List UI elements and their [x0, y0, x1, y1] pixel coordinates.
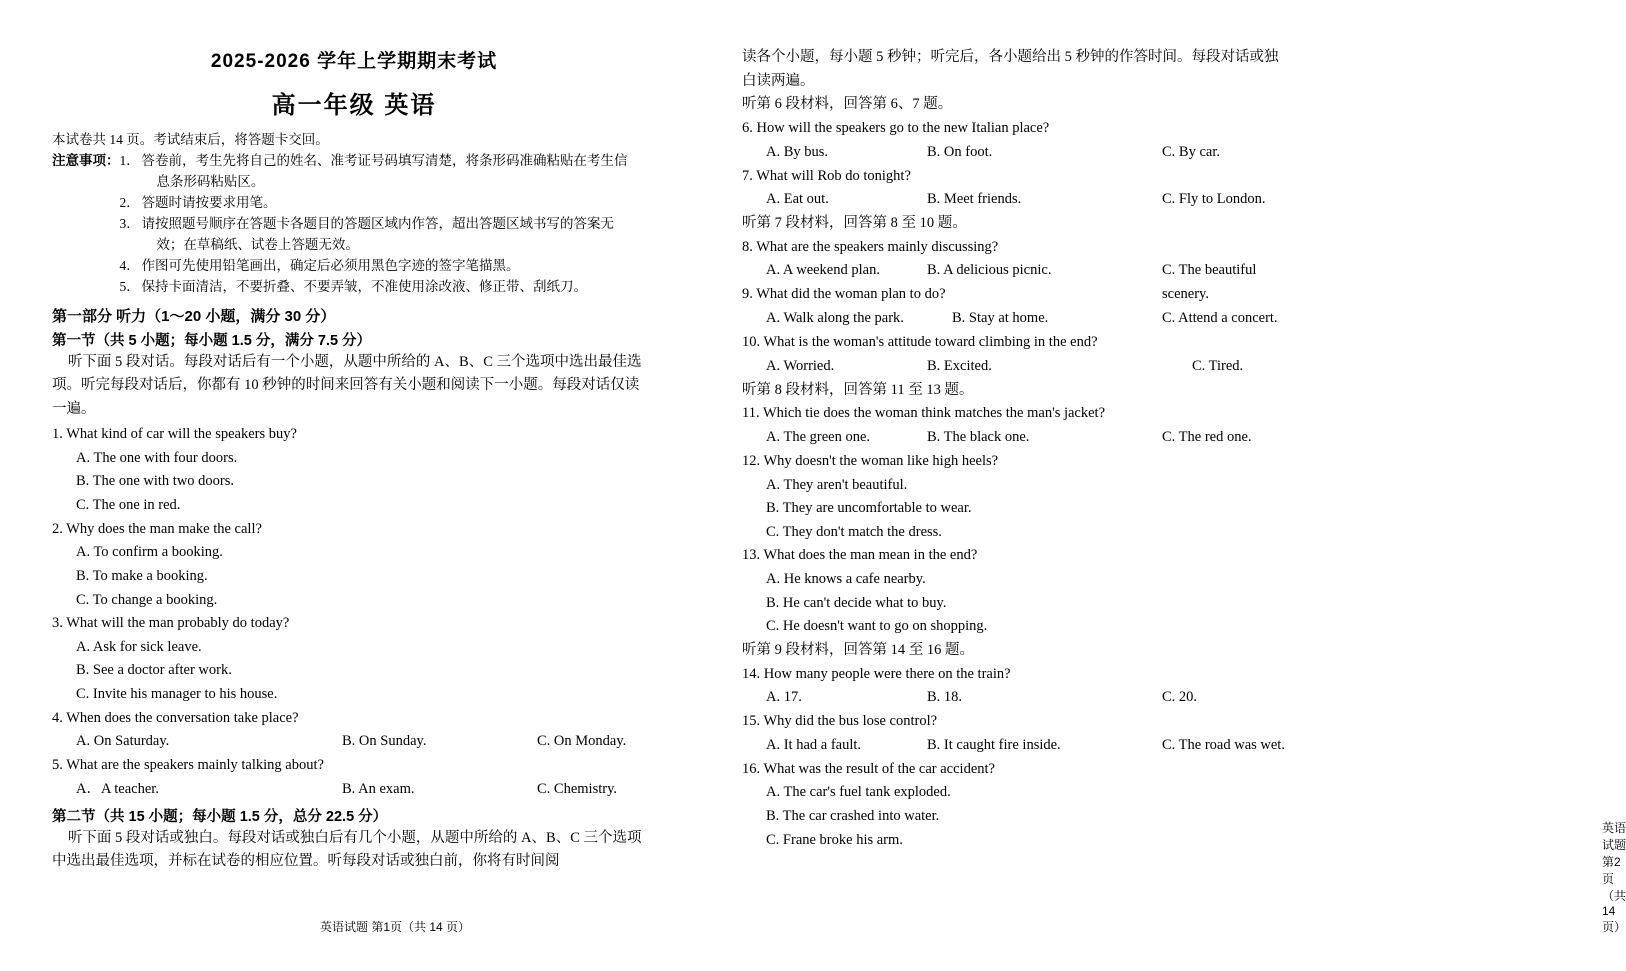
option-c: C. Tired. — [1192, 357, 1244, 374]
option-row — [742, 188, 1292, 212]
option-b: B. On Sunday. — [342, 733, 427, 750]
option-row — [742, 734, 1292, 758]
question-text: 3. What will the man probably do today? — [52, 615, 290, 632]
left-column — [52, 46, 672, 971]
notice-number: 5． — [119, 278, 140, 294]
question-text: 16. What was the result of the car accident? — [742, 760, 995, 777]
option-c: C. Attend a concert. — [1162, 310, 1278, 326]
option-c: C. On Monday. — [537, 733, 627, 750]
question-text: 12. Why doesn't the woman like high heels? — [742, 452, 999, 469]
option-b: B. He can't decide what to buy. — [766, 594, 947, 611]
option-row — [742, 426, 1292, 450]
question-text: 1. What kind of car will the speakers buy? — [52, 426, 297, 443]
option-a: A. Worried. — [766, 357, 835, 374]
notice-item — [120, 193, 651, 214]
option-b: B. Meet friends. — [927, 191, 1022, 208]
option-row — [742, 141, 1292, 165]
notice-number: 1． — [119, 153, 140, 169]
footer-right: 英语试题 第2页（共 14 页） — [1602, 821, 1626, 934]
listen-material-8: 听第 8 段材料，回答第 11 至 13 题。 — [742, 381, 974, 398]
option-row — [742, 686, 1292, 710]
notice-number: 2． — [119, 195, 140, 211]
option-c: C. Frane broke his arm. — [766, 831, 903, 848]
question-item — [52, 612, 650, 707]
option-row — [52, 730, 650, 754]
footer-left: 英语试题 第1页（共 14 页） — [320, 920, 471, 934]
listen-material-6: 听第 6 段材料，回答第 6、7 题。 — [742, 96, 953, 113]
option-row — [52, 778, 650, 802]
notice-text: 答题时请按要求用笔。 — [141, 195, 277, 211]
option-a: A. By bus. — [766, 143, 829, 160]
notice-label: 注意事项： — [52, 153, 120, 169]
question-text: 13. What does the man mean in the end? — [742, 547, 978, 564]
section-one-title: 第一节（共 5 小题；每小题 1.5 分，满分 7.5 分） — [52, 332, 372, 349]
option-c: C. The road was wet. — [1162, 736, 1285, 753]
notice-text: 答卷前，考生先将自己的姓名、准考证号码填写清楚，将条形码准确粘贴在考生信 息条形码粘贴区。 — [141, 153, 628, 190]
section-two-instruction: 听下面 5 段对话或独白。每段对话或独白后有几个小题，从题中所给的 A、B、C 三个选项中选出最佳选项，并标在试卷的相应位置。听每段对话或独白前，你将有时间阅 — [52, 829, 642, 870]
option-b: B. The car crashed into water. — [766, 808, 940, 824]
paper-info: 本试卷共 14 页。考试结束后，将答题卡交回。 — [52, 132, 329, 147]
question-text: 15. Why did the bus lose control? — [742, 713, 938, 730]
question-item — [742, 544, 1292, 639]
option-a: A. 17. — [766, 689, 802, 706]
option-b: B. An exam. — [342, 780, 415, 797]
option-b: B. A delicious picnic. — [927, 262, 1052, 279]
exam-title: 2025-2026 学年上学期期末考试 — [210, 51, 498, 72]
option-b: B. They are uncomfortable to wear. — [766, 500, 972, 517]
option-c: C. The one in red. — [76, 497, 181, 514]
option-a: A. The one with four doors. — [76, 449, 238, 466]
question-item — [742, 165, 1292, 213]
option-b: B. To make a booking. — [76, 567, 208, 584]
option-b: B. It caught fire inside. — [927, 736, 1061, 753]
option-b: B. The one with two doors. — [76, 473, 235, 490]
question-text: 8. What are the speakers mainly discussing? — [742, 238, 999, 255]
question-text: 6. How will the speakers go to the new Italian place? — [742, 119, 1050, 136]
question-item — [52, 518, 650, 613]
option-a: A. On Saturday. — [76, 733, 170, 750]
option-b: B. On foot. — [927, 143, 993, 160]
option-a: A. A weekend plan. — [766, 262, 880, 279]
question-text: 11. Which tie does the woman think matches the man's jacket? — [742, 405, 1106, 422]
option-b: B. Excited. — [927, 357, 992, 374]
notice-item — [120, 277, 651, 298]
notice-text: 保持卡面清洁，不要折叠、不要弄皱，不准使用涂改液、修正带、刮纸刀。 — [141, 278, 587, 294]
part-one-title: 第一部分 听力（1～20 小题，满分 30 分） — [52, 307, 336, 325]
option-c: C. 20. — [1162, 689, 1198, 706]
notice-text: 作图可先使用铅笔画出，确定后必须用黑色字迹的签字笔描黑。 — [141, 257, 520, 273]
option-c: C. Chemistry. — [537, 780, 618, 797]
option-a: A. Eat out. — [766, 191, 829, 208]
option-b: B. See a doctor after work. — [76, 662, 232, 679]
section-two-title: 第二节（共 15 小题；每小题 1.5 分，总分 22.5 分） — [52, 808, 388, 825]
option-a: A. Ask for sick leave. — [76, 638, 202, 655]
question-text: 7. What will Rob do tonight? — [742, 167, 911, 184]
question-text: 2. Why does the man make the call? — [52, 520, 262, 537]
question-item — [742, 450, 1292, 545]
option-c: C. Fly to London. — [1162, 191, 1266, 208]
notice-items — [120, 151, 651, 297]
option-b: B. 18. — [927, 689, 963, 706]
question-item — [52, 707, 650, 755]
section-two-instruction-continued: 读各个小题，每小题 5 秒钟；听完后，各小题给出 5 秒钟的作答时间。每段对话或独白读两遍。 — [742, 49, 1279, 89]
notice-number: 4． — [119, 257, 140, 273]
notice-text: 请按照题号顺序在答题卡各题目的答题区域内作答，超出答题区域书写的答案无 效；在草稿纸、试卷上答题无效。 — [141, 216, 614, 252]
option-row — [742, 355, 1292, 379]
section-one-instruction: 听下面 5 段对话。每段对话后有一个小题，从题中所给的 A、B、C 三个选项中选出最佳选项。听完每段对话后，你都有 10 秒钟的时间来回答有关小题和阅读下一小题。每段对话仅读一遍。 — [52, 353, 642, 417]
question-text: 9. What did the woman plan to do? — [742, 286, 946, 303]
option-a: A. It had a fault. — [766, 736, 862, 753]
option-c: C. They don't match the dress. — [766, 523, 942, 540]
option-a: A. He knows a cafe nearby. — [766, 571, 926, 587]
option-c: C. He doesn't want to go on shopping. — [766, 618, 988, 635]
notice-block — [52, 151, 650, 297]
notice-number: 3． — [119, 216, 140, 232]
question-text: 5. What are the speakers mainly talking about? — [52, 757, 324, 774]
question-text: 4. When does the conversation take place? — [52, 709, 299, 726]
question-item — [742, 663, 1292, 711]
question-text: 14. How many people were there on the train? — [742, 665, 1011, 682]
question-item — [742, 758, 1292, 853]
option-c: C. Invite his manager to his house. — [76, 686, 278, 703]
option-c: C. By car. — [1162, 143, 1220, 160]
option-a: A．A teacher. — [76, 780, 159, 797]
option-a: A. The car's fuel tank exploded. — [766, 784, 951, 801]
option-a: A. To confirm a booking. — [76, 544, 223, 561]
question-item — [742, 402, 1292, 450]
notice-item — [120, 151, 651, 193]
question-item — [742, 710, 1292, 758]
exam-subject: 高一年级 英语 — [271, 92, 437, 119]
option-b: B. The black one. — [927, 428, 1030, 445]
option-row — [742, 307, 1292, 331]
listen-material-9: 听第 9 段材料，回答第 14 至 16 题。 — [742, 641, 974, 658]
listen-material-7: 听第 7 段材料，回答第 8 至 10 题。 — [742, 215, 967, 232]
option-c: C. The red one. — [1162, 428, 1252, 445]
question-item — [52, 423, 650, 518]
option-c: C. The beautiful scenery. — [1162, 262, 1257, 302]
question-item — [742, 117, 1292, 165]
right-column — [672, 46, 1626, 971]
option-a: A. Walk along the park. — [766, 310, 904, 326]
question-text: 10. What is the woman's attitude toward climbing in the end? — [742, 334, 1098, 350]
question-item — [52, 754, 650, 802]
option-a: A. They aren't beautiful. — [766, 476, 908, 493]
option-c: C. To change a booking. — [76, 591, 218, 608]
notice-item — [120, 256, 651, 277]
question-item — [742, 331, 1292, 379]
option-a: A. The green one. — [766, 428, 871, 445]
notice-item — [120, 214, 651, 256]
option-b: B. Stay at home. — [952, 310, 1049, 326]
